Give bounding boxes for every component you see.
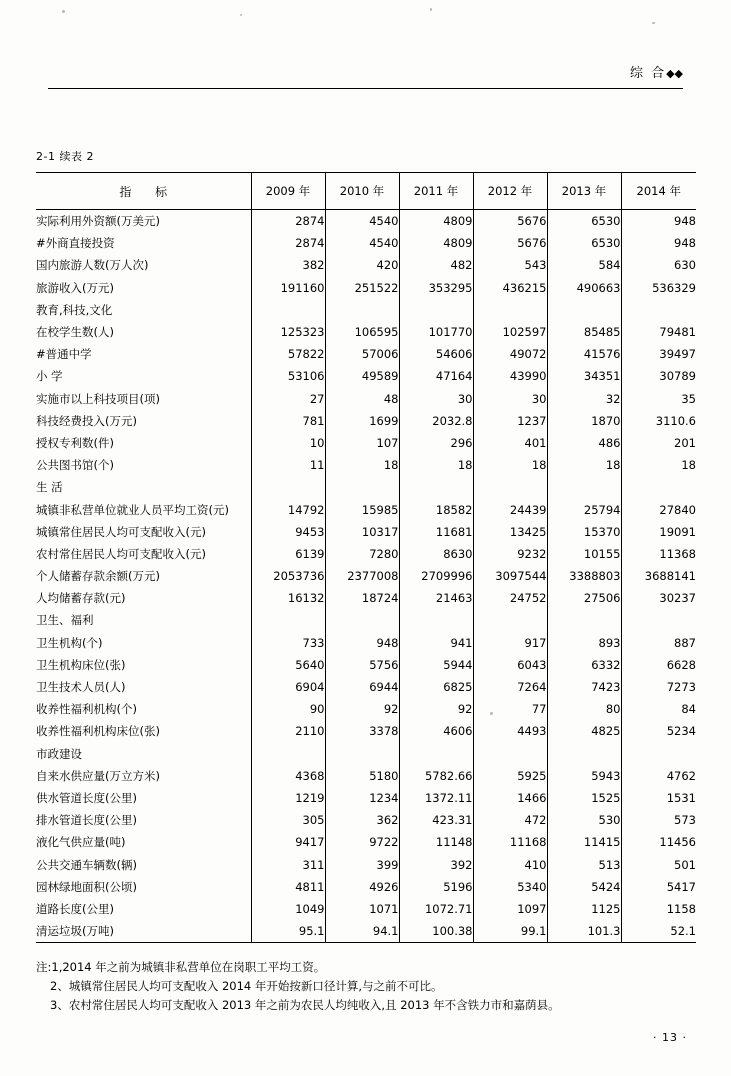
table-cell (547, 299, 621, 321)
table-cell: 27 (251, 388, 325, 410)
row-label: 实际利用外资额(万美元) (36, 214, 160, 229)
table-cell: 501 (621, 853, 696, 875)
row-label: 授权专利数(件) (36, 435, 114, 450)
table-cell: 2377008 (325, 565, 399, 587)
table-cell: 79481 (621, 321, 696, 343)
table-cell: 80 (547, 698, 621, 720)
table-cell (251, 743, 325, 765)
scan-speck (240, 14, 242, 16)
table-cell (399, 299, 473, 321)
table-row (36, 720, 696, 742)
row-label: 人均储蓄存款(元) (36, 591, 126, 606)
statistics-table-wrapper (36, 172, 696, 943)
table-cell (325, 743, 399, 765)
table-cell: 5756 (325, 654, 399, 676)
table-cell: 1049 (251, 898, 325, 920)
table-row (36, 743, 696, 765)
table-cell: 5424 (547, 876, 621, 898)
table-cell (547, 743, 621, 765)
table-cell (473, 609, 547, 631)
table-cell: 15370 (547, 521, 621, 543)
table-cell: 362 (325, 809, 399, 831)
table-cell: 4926 (325, 876, 399, 898)
row-label: 在校学生数(人) (36, 325, 114, 340)
table-notes (36, 958, 716, 1015)
table-cell: 27840 (621, 498, 696, 520)
table-row (36, 920, 696, 943)
table-cell: 30 (473, 388, 547, 410)
table-cell (399, 743, 473, 765)
scan-speck (430, 8, 432, 11)
table-cell: 201 (621, 432, 696, 454)
table-cell: 9232 (473, 543, 547, 565)
statistics-table-body (36, 173, 696, 943)
table-cell: 4809 (399, 232, 473, 254)
table-cell: 34351 (547, 365, 621, 387)
table-cell: 32 (547, 388, 621, 410)
column-header-2011: 2011 年 (399, 173, 473, 210)
table-cell: 733 (251, 632, 325, 654)
table-cell: 3097544 (473, 565, 547, 587)
table-cell: 11368 (621, 543, 696, 565)
row-label: 公共图书馆(个) (36, 458, 114, 473)
table-cell: 1699 (325, 410, 399, 432)
table-cell: 11681 (399, 521, 473, 543)
table-cell: 3688141 (621, 565, 696, 587)
table-cell: 311 (251, 853, 325, 875)
table-cell: 92 (399, 698, 473, 720)
table-cell: 10317 (325, 521, 399, 543)
table-row (36, 454, 696, 476)
table-cell: 125323 (251, 321, 325, 343)
table-cell: 7280 (325, 543, 399, 565)
table-cell: 54606 (399, 343, 473, 365)
table-cell (547, 609, 621, 631)
header-divider (48, 88, 683, 89)
table-cell: 4762 (621, 765, 696, 787)
table-cell: 16132 (251, 587, 325, 609)
table-cell: 5340 (473, 876, 547, 898)
row-label: 农村常住居民人均可支配收入(元) (36, 546, 206, 561)
table-cell: 5234 (621, 720, 696, 742)
table-row (36, 277, 696, 299)
table-cell: 1525 (547, 787, 621, 809)
table-cell: 3110.6 (621, 410, 696, 432)
table-row (36, 343, 696, 365)
table-cell: 887 (621, 632, 696, 654)
table-cell: 5782.66 (399, 765, 473, 787)
table-cell: 101770 (399, 321, 473, 343)
table-cell: 5180 (325, 765, 399, 787)
table-cell: 4540 (325, 210, 399, 233)
row-label: 生 活 (36, 480, 63, 495)
table-cell: 9722 (325, 831, 399, 853)
table-cell: 6825 (399, 676, 473, 698)
row-label: 收养性福利机构床位(张) (36, 724, 160, 739)
row-label: 排水管道长度(公里) (36, 813, 137, 828)
column-header-indicator: 指 标 (36, 173, 251, 210)
table-row (36, 254, 696, 276)
table-cell: 893 (547, 632, 621, 654)
table-cell: 4811 (251, 876, 325, 898)
row-label: 旅游收入(万元) (36, 280, 114, 295)
table-cell (621, 476, 696, 498)
table-cell: 6530 (547, 232, 621, 254)
table-row (36, 410, 696, 432)
table-row (36, 853, 696, 875)
header-diamonds: ◆◆ (666, 67, 683, 80)
table-cell: 18 (547, 454, 621, 476)
scan-speck (652, 22, 655, 24)
table-cell: 84 (621, 698, 696, 720)
table-cell: 941 (399, 632, 473, 654)
row-label: 个人储蓄存款余额(万元) (36, 569, 160, 584)
table-cell: 5640 (251, 654, 325, 676)
table-cell: 948 (621, 210, 696, 233)
table-cell (473, 476, 547, 498)
row-label: 卫生机构床位(张) (36, 657, 126, 672)
table-cell (325, 609, 399, 631)
table-row (36, 609, 696, 631)
table-cell: 5676 (473, 210, 547, 233)
table-cell: 4493 (473, 720, 547, 742)
table-cell: 21463 (399, 587, 473, 609)
table-cell: 5925 (473, 765, 547, 787)
table-cell: 11415 (547, 831, 621, 853)
table-header-row (36, 173, 696, 210)
row-label: 卫生技术人员(人) (36, 680, 126, 695)
scan-speck (62, 10, 65, 13)
row-label: #外商直接投资 (36, 236, 115, 251)
table-cell: 9453 (251, 521, 325, 543)
table-cell: 85485 (547, 321, 621, 343)
row-label: 清运垃圾(万吨) (36, 920, 251, 943)
table-cell: 2874 (251, 210, 325, 233)
note-1: 注:1,2014 年之前为城镇非私营单位在岗职工平均工资。 (36, 960, 326, 974)
table-cell: 5676 (473, 232, 547, 254)
table-cell: 399 (325, 853, 399, 875)
table-cell: 49072 (473, 343, 547, 365)
page-header (630, 62, 683, 81)
table-cell (325, 476, 399, 498)
table-cell (621, 743, 696, 765)
table-cell: 251522 (325, 277, 399, 299)
table-cell (547, 476, 621, 498)
note-2: 2、城镇常住居民人均可支配收入 2014 年开始按新口径计算,与之前不可比。 (50, 979, 443, 993)
table-row (36, 831, 696, 853)
table-cell: 530 (547, 809, 621, 831)
table-cell: 1372.11 (399, 787, 473, 809)
table-cell: 6628 (621, 654, 696, 676)
table-cell: 948 (621, 232, 696, 254)
table-row (36, 676, 696, 698)
row-label: 城镇非私营单位就业人员平均工资(元) (36, 502, 229, 517)
table-cell: 102597 (473, 321, 547, 343)
table-row (36, 210, 696, 233)
table-cell: 11148 (399, 831, 473, 853)
table-cell: 15985 (325, 498, 399, 520)
table-cell: 6530 (547, 210, 621, 233)
table-cell: 90 (251, 698, 325, 720)
table-cell (399, 609, 473, 631)
table-cell: 13425 (473, 521, 547, 543)
table-cell: 6043 (473, 654, 547, 676)
row-label: 市政建设 (36, 746, 82, 761)
table-cell: 48 (325, 388, 399, 410)
table-row (36, 632, 696, 654)
table-cell: 43990 (473, 365, 547, 387)
row-label: 卫生、福利 (36, 613, 94, 628)
table-cell: 25794 (547, 498, 621, 520)
table-cell: 472 (473, 809, 547, 831)
table-cell: 95.1 (251, 920, 325, 943)
table-cell: 490663 (547, 277, 621, 299)
table-cell: 584 (547, 254, 621, 276)
table-cell: 4606 (399, 720, 473, 742)
table-row (36, 787, 696, 809)
table-row (36, 476, 696, 498)
table-row (36, 432, 696, 454)
table-cell: 11 (251, 454, 325, 476)
table-cell: 92 (325, 698, 399, 720)
table-cell: 11456 (621, 831, 696, 853)
table-row (36, 498, 696, 520)
table-row (36, 232, 696, 254)
column-header-2009: 2009 年 (251, 173, 325, 210)
table-cell: 1158 (621, 898, 696, 920)
table-cell: 57006 (325, 343, 399, 365)
table-cell: 6904 (251, 676, 325, 698)
table-cell (251, 609, 325, 631)
table-cell: 14792 (251, 498, 325, 520)
table-cell: 35 (621, 388, 696, 410)
table-row (36, 543, 696, 565)
table-cell: 4825 (547, 720, 621, 742)
table-row (36, 365, 696, 387)
table-cell: 2032.8 (399, 410, 473, 432)
table-cell: 24439 (473, 498, 547, 520)
table-cell: 9417 (251, 831, 325, 853)
table-cell: 106595 (325, 321, 399, 343)
table-cell: 6332 (547, 654, 621, 676)
column-header-2014: 2014 年 (621, 173, 696, 210)
table-cell: 305 (251, 809, 325, 831)
table-row (36, 565, 696, 587)
row-label: 实施市以上科技项目(项) (36, 391, 160, 406)
table-cell: 107 (325, 432, 399, 454)
table-cell (473, 743, 547, 765)
table-cell: 1466 (473, 787, 547, 809)
table-row (36, 765, 696, 787)
table-cell: 191160 (251, 277, 325, 299)
table-cell: 11168 (473, 831, 547, 853)
column-header-2010: 2010 年 (325, 173, 399, 210)
statistics-table (36, 172, 696, 943)
table-cell: 1072.71 (399, 898, 473, 920)
table-cell: 1237 (473, 410, 547, 432)
table-cell (621, 609, 696, 631)
row-label: 收养性福利机构(个) (36, 702, 137, 717)
table-cell: 543 (473, 254, 547, 276)
table-cell: 4809 (399, 210, 473, 233)
table-cell: 410 (473, 853, 547, 875)
table-cell: 57822 (251, 343, 325, 365)
row-label: 供水管道长度(公里) (36, 790, 137, 805)
table-cell: 1071 (325, 898, 399, 920)
table-cell: 1219 (251, 787, 325, 809)
table-cell: 482 (399, 254, 473, 276)
table-cell: 513 (547, 853, 621, 875)
row-label: 小 学 (36, 369, 63, 384)
table-cell: 4368 (251, 765, 325, 787)
table-cell: 573 (621, 809, 696, 831)
table-cell: 30237 (621, 587, 696, 609)
row-label: 科技经费投入(万元) (36, 413, 137, 428)
table-cell: 8630 (399, 543, 473, 565)
header-section-title: 综 合 (629, 66, 667, 81)
row-label: 城镇常住居民人均可支配收入(元) (36, 524, 206, 539)
column-header-2013: 2013 年 (547, 173, 621, 210)
table-cell: 6139 (251, 543, 325, 565)
table-row (36, 587, 696, 609)
table-cell: 2874 (251, 232, 325, 254)
table-cell: 30789 (621, 365, 696, 387)
table-cell (325, 299, 399, 321)
table-cell: 52.1 (621, 920, 696, 943)
table-cell: 917 (473, 632, 547, 654)
table-cell: 30 (399, 388, 473, 410)
table-cell: 77 (473, 698, 547, 720)
note-3: 3、农村常住居民人均可支配收入 2013 年之前为农民人均纯收入,且 2013 年不含铁力市和嘉荫县。 (50, 998, 560, 1012)
column-header-2012: 2012 年 (473, 173, 547, 210)
table-row (36, 876, 696, 898)
row-label: 国内旅游人数(万人次) (36, 258, 149, 273)
table-cell: 2110 (251, 720, 325, 742)
table-cell: 536329 (621, 277, 696, 299)
table-cell: 18 (325, 454, 399, 476)
table-row (36, 698, 696, 720)
table-cell: 423.31 (399, 809, 473, 831)
table-row (36, 299, 696, 321)
table-cell: 100.38 (399, 920, 473, 943)
table-cell: 18 (399, 454, 473, 476)
table-cell: 19091 (621, 521, 696, 543)
table-cell: 24752 (473, 587, 547, 609)
table-cell: 5196 (399, 876, 473, 898)
table-cell: 47164 (399, 365, 473, 387)
table-cell: 3388803 (547, 565, 621, 587)
table-cell: 18 (473, 454, 547, 476)
table-cell: 18724 (325, 587, 399, 609)
table-cell: 2053736 (251, 565, 325, 587)
table-cell: 18582 (399, 498, 473, 520)
table-cell: 7273 (621, 676, 696, 698)
table-cell: 3378 (325, 720, 399, 742)
row-label: 卫生机构(个) (36, 635, 103, 650)
table-cell: 7423 (547, 676, 621, 698)
table-row (36, 654, 696, 676)
table-cell (473, 299, 547, 321)
table-cell: 1125 (547, 898, 621, 920)
table-cell: 486 (547, 432, 621, 454)
table-row (36, 388, 696, 410)
table-cell: 5417 (621, 876, 696, 898)
row-label: 园林绿地面积(公顷) (36, 879, 137, 894)
table-cell: 10155 (547, 543, 621, 565)
table-cell: 10 (251, 432, 325, 454)
table-cell: 94.1 (325, 920, 399, 943)
table-row (36, 809, 696, 831)
table-row (36, 898, 696, 920)
row-label: 教育,科技,文化 (36, 302, 113, 317)
table-cell: 401 (473, 432, 547, 454)
table-cell: 2709996 (399, 565, 473, 587)
table-cell: 1097 (473, 898, 547, 920)
table-cell (621, 299, 696, 321)
table-cell: 53106 (251, 365, 325, 387)
table-cell: 18 (621, 454, 696, 476)
table-cell (251, 299, 325, 321)
table-cell: 5943 (547, 765, 621, 787)
table-cell: 436215 (473, 277, 547, 299)
table-cell: 99.1 (473, 920, 547, 943)
table-cell: 39497 (621, 343, 696, 365)
table-cell (399, 476, 473, 498)
row-label: 液化气供应量(吨) (36, 835, 126, 850)
table-row (36, 521, 696, 543)
table-cell: 630 (621, 254, 696, 276)
table-cell: 6944 (325, 676, 399, 698)
table-label: 2-1 续表 2 (36, 150, 94, 163)
table-cell: 392 (399, 853, 473, 875)
row-label: 自来水供应量(万立方米) (36, 768, 160, 783)
table-cell: 1531 (621, 787, 696, 809)
table-cell: 781 (251, 410, 325, 432)
row-label: 公共交通车辆数(辆) (36, 857, 137, 872)
table-row (36, 321, 696, 343)
table-cell: 101.3 (547, 920, 621, 943)
table-cell: 7264 (473, 676, 547, 698)
table-cell: 420 (325, 254, 399, 276)
table-cell: 382 (251, 254, 325, 276)
row-label: 道路长度(公里) (36, 901, 114, 916)
page-number: · 13 · (653, 1031, 687, 1044)
table-cell: 5944 (399, 654, 473, 676)
table-cell: 296 (399, 432, 473, 454)
table-cell: 4540 (325, 232, 399, 254)
table-cell: 353295 (399, 277, 473, 299)
table-cell (251, 476, 325, 498)
table-cell: 1234 (325, 787, 399, 809)
table-cell: 41576 (547, 343, 621, 365)
table-cell: 27506 (547, 587, 621, 609)
row-label: #普通中学 (36, 347, 92, 362)
table-cell: 1870 (547, 410, 621, 432)
table-cell: 49589 (325, 365, 399, 387)
table-cell: 948 (325, 632, 399, 654)
